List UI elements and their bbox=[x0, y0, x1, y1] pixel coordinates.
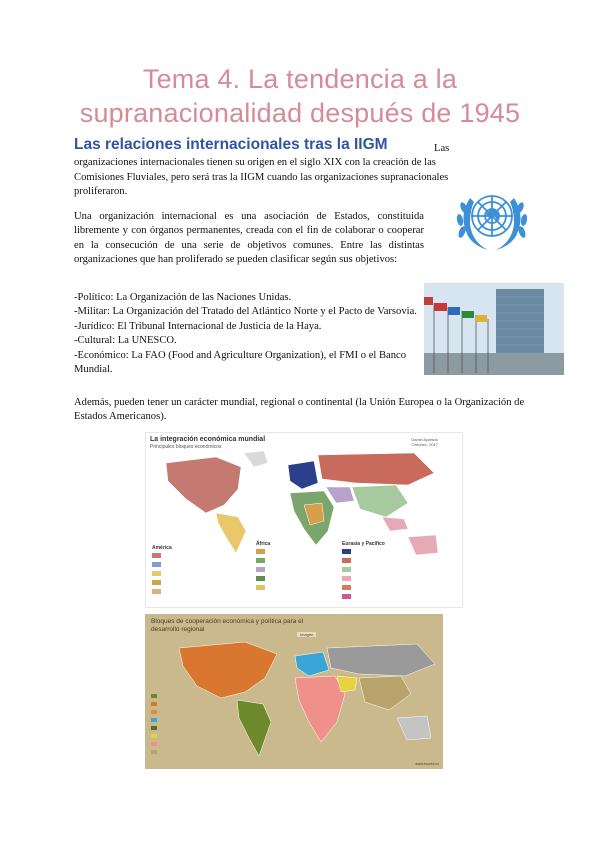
page-title bbox=[60, 62, 540, 130]
legend-swatch bbox=[256, 594, 265, 599]
intro-text: Las organizaciones internacionales tienen su origen en el siglo XIX con la creación de las Comisiones Fluviales, pero será tras la IIGM cuando las organizaciones supranacionales proliferaron. bbox=[74, 143, 450, 198]
legend-swatch bbox=[152, 580, 161, 585]
legend-swatch bbox=[152, 571, 161, 576]
map-credit: www.ecured.cu bbox=[415, 762, 439, 766]
legend-swatch bbox=[151, 694, 157, 698]
north-america-region bbox=[179, 642, 277, 698]
legend-swatch bbox=[151, 742, 157, 746]
legend-swatch bbox=[151, 750, 157, 754]
legend-swatch bbox=[342, 558, 351, 563]
world-map-image bbox=[145, 614, 443, 769]
objective-item: -Cultural: La UNESCO. bbox=[74, 335, 177, 347]
europe-region bbox=[295, 652, 329, 676]
legend-swatch bbox=[256, 549, 265, 554]
legend-swatch bbox=[256, 576, 265, 581]
map-legend-swatches bbox=[146, 433, 462, 607]
economic-blocs-map bbox=[145, 432, 463, 608]
legend-swatch bbox=[152, 589, 161, 594]
legend-swatch bbox=[256, 558, 265, 563]
objectives-list bbox=[74, 291, 420, 377]
un-headquarters-photo bbox=[424, 283, 564, 375]
legend-swatch bbox=[152, 553, 161, 558]
objective-item: -Jurídico: El Tribunal Internacional de Justicia de la Haya. bbox=[74, 320, 322, 332]
legend-swatch bbox=[342, 585, 351, 590]
south-america-region bbox=[237, 700, 271, 756]
asia-region bbox=[359, 676, 411, 710]
australia-region bbox=[397, 716, 431, 740]
legend-heading-america: América bbox=[152, 545, 172, 551]
legend-heading-asia: Eurasia y Pacífico bbox=[342, 541, 385, 547]
legend-swatch bbox=[342, 549, 351, 554]
legend-swatch bbox=[342, 567, 351, 572]
map-tag: Imagen bbox=[297, 632, 316, 637]
legend-swatch bbox=[151, 734, 157, 738]
legend-swatch bbox=[151, 718, 157, 722]
legend-swatch bbox=[256, 567, 265, 572]
legend-swatch bbox=[342, 576, 351, 581]
legend-swatch bbox=[151, 702, 157, 706]
legend-swatch bbox=[256, 585, 265, 590]
intro-paragraph bbox=[74, 142, 466, 200]
legend-swatch bbox=[152, 562, 161, 567]
legend-swatch bbox=[151, 726, 157, 730]
un-emblem-icon bbox=[446, 178, 538, 258]
legend-swatch bbox=[151, 710, 157, 714]
section-heading: Las relaciones internacionales tras la IIGM bbox=[74, 136, 388, 153]
map-credit: Daniel Aparicio Ordoñez, 2017 bbox=[411, 437, 438, 447]
map-title: Bloques de cooperación económica y política para el desarrollo regional bbox=[151, 618, 304, 633]
title-line-1: Tema 4. La tendencia a la bbox=[142, 64, 458, 94]
definition-paragraph: Una organización internacional es una asociación de Estados, constituida libremente y con órganos permanentes, creada con el fin de colaborar o cooperar en la consecución de una serie de objetivos comunes. Entre las distintas organizaciones que han proliferado se pueden clasificar según sus objetivos: bbox=[74, 211, 424, 266]
cooperation-blocs-map bbox=[145, 614, 443, 769]
title-line-2: supranacionalidad después de 1945 bbox=[79, 98, 521, 128]
objective-item: -Político: La Organización de las Naciones Unidas. bbox=[74, 292, 292, 303]
legend-heading-africa: África bbox=[256, 541, 271, 547]
objective-item: -Económico: La FAO (Food and Agriculture Organization), el FMI o el Banco Mundial. bbox=[74, 349, 407, 376]
russia-region bbox=[327, 644, 435, 676]
scope-paragraph: Además, pueden tener un carácter mundial, regional o continental (la Unión Europea o la Organización de Estados Americanos). bbox=[74, 397, 525, 423]
objective-item: -Militar: La Organización del Tratado del Atlántico Norte y el Pacto de Varsovia. bbox=[74, 306, 417, 318]
map-subtitle: Principales bloques económicos bbox=[150, 444, 222, 450]
legend-swatch bbox=[342, 594, 351, 599]
map-title: La integración económica mundial bbox=[150, 436, 266, 443]
africa-region bbox=[295, 676, 345, 742]
